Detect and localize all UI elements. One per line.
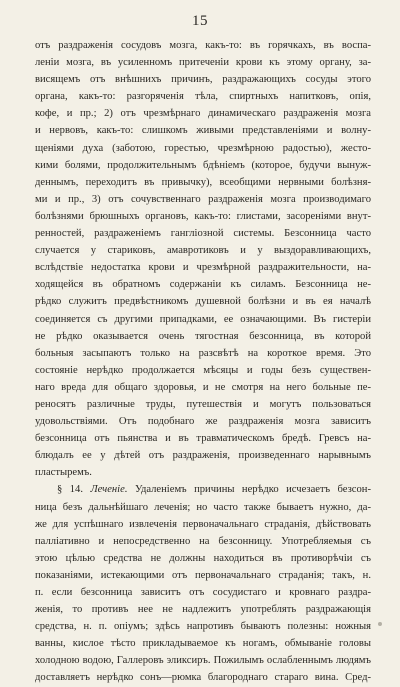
text-line: этою цѣлью средства не должны находиться въ противорѣчіи съ: [35, 552, 371, 564]
text-line: холодною водою, Галлеровъ эликсиръ. Пожилымъ ослабленнымъ людямъ: [35, 655, 371, 667]
section-number: § 14.: [57, 484, 83, 496]
section-heading-line: [35, 481, 371, 498]
page-number: 15: [192, 13, 208, 29]
text-line: удовольствіями. Отъ подобнаго же раздраженія мозга зависитъ: [35, 416, 371, 428]
text-line: рѣдко служитъ предвѣстникомъ душевной болѣзни и въ ея началѣ: [35, 296, 371, 308]
text-line: безсонница отъ пьянства и въ травматическомъ бредѣ. Гревсъ на-: [35, 433, 371, 445]
text-line: болѣзнями брюшныхъ органовъ, какъ-то: глистами, засореніями внут-: [35, 210, 371, 222]
text-line: случается у стариковъ, амавротиковъ и у выздоравливающихъ,: [35, 245, 371, 257]
section-label: Леченіе.: [90, 484, 128, 496]
body-text: [35, 37, 371, 687]
text-line: кофе, и пр.; 2) отъ чрезмѣрнаго динамическаго раздраженія мозга: [35, 108, 371, 120]
text-line: не рѣдко оказывается очень тягостная безсонница, въ которой: [35, 330, 371, 342]
text-line: деннымъ, переходитъ въ привычку), всеобщими нервными болѣзня-: [35, 176, 371, 188]
section-first-line: Удаленіемъ причины нерѣдко исчезаетъ безсон-: [134, 484, 371, 496]
text-line: пластыремъ.: [35, 467, 92, 479]
text-line: висящемъ отъ внѣшнихъ причинъ, раздражающихъ сосуды этого: [35, 74, 371, 86]
text-line: женія, то противъ нее не надлежитъ употреблять раздражающія: [35, 604, 371, 616]
text-line: ходящейся въ обратномъ содержаніи къ силамъ. Безсонница не-: [35, 279, 371, 291]
text-line: вслѣдствіе недостатка крови и чрезмѣрной раздражительности, на-: [35, 262, 371, 274]
text-line: реносятъ различные труды, путешествія и могутъ пользоваться: [35, 398, 371, 410]
text-line: наго вреда для общаго здоровья, и не смотря на него больные пе-: [35, 381, 371, 393]
text-line: состояніе нерѣдко продолжается мѣсяцы и годы безъ существен-: [35, 364, 371, 376]
text-line: ренностей, раздраженіемъ гангліозной системы. Безсонница часто: [35, 228, 371, 240]
text-line: отъ раздраженія сосудовъ мозга, какъ-то: въ горячкахъ, въ воспа-: [35, 40, 371, 51]
text-line: щеніями духа (заботою, горестью, чрезмѣрною радостью), жесто-: [35, 142, 371, 154]
text-line: показаніями, истекающими отъ первоначальнаго страданія; такъ, н.: [35, 569, 371, 581]
text-line: палліативно и непосредственно на безсонницу. Употребляемыя съ: [35, 535, 371, 547]
paragraph-causes: [35, 37, 371, 481]
text-line: доставляетъ нерѣдко сонъ—рюмка благороднаго стараго вина. Сред-: [35, 672, 371, 684]
text-line: блюдалъ ее у дѣтей отъ раздраженія, произведеннаго нарывнымъ: [35, 450, 371, 462]
text-line: органа, какъ-то: разгоряченія тѣла, спиртныхъ напитковъ, опія,: [35, 91, 371, 103]
ink-speck: [378, 622, 382, 626]
text-line: же для успѣшнаго извлеченія первоначальнаго страданія, дѣйствовать: [35, 518, 371, 530]
text-line: и нервовъ, какъ-то: слишкомъ живыми представленіями и волну-: [35, 125, 371, 137]
text-line: п. если безсонница зависитъ отъ сосудистаго и кровнаго раздра-: [35, 587, 371, 598]
text-line: больныя засыпаютъ только на разсвѣтѣ на короткое время. Это: [35, 347, 371, 359]
text-line: ница безъ дальнѣйшаго леченія; но часто также бываетъ нужно, да-: [35, 501, 371, 513]
section-treatment: [35, 481, 371, 686]
text-line: ми и пр., 3) отъ сочувственнаго раздраженія мозга производимаго: [35, 193, 371, 205]
text-line: соединяется съ другими припадками, ее означающими. Въ гистеріи: [35, 313, 371, 325]
text-line: кими болями, продолжительнымъ бдѣніемъ (которое, будучи вынуж-: [35, 159, 371, 171]
text-line: средства, н. п. опіумъ; здѣсь напротивъ бываютъ полезны: ножныя: [35, 621, 371, 633]
text-line: ванны, кислое тѣсто прикладываемое къ ногамъ, обмываніе головы: [35, 638, 371, 650]
text-line: леніи мозга, въ усиленномъ притеченіи крови къ этому органу, за-: [35, 57, 371, 69]
